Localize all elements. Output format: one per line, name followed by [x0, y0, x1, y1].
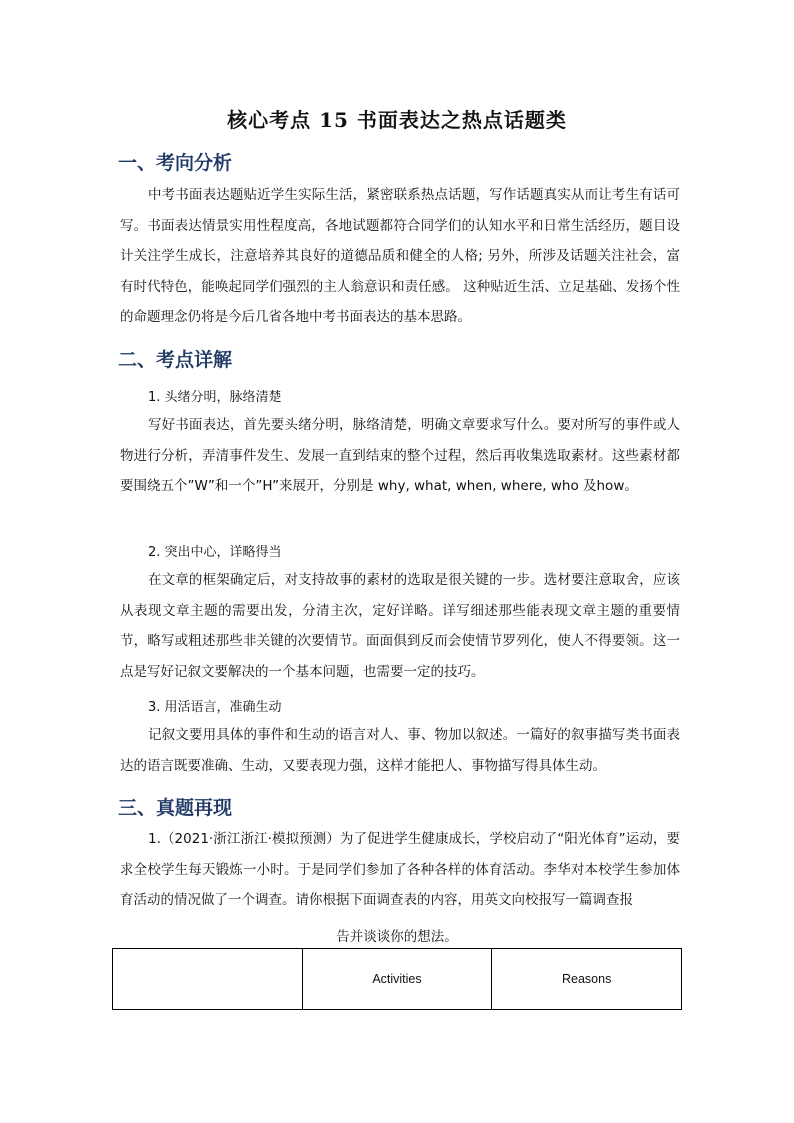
point-2-paragraph: 在文章的框架确定后，对支持故事的素材的选取是很关键的一步。选材要注意取舍，应该从表现文章主题的需要出发，分清主次，定好详略。详写细述那些能表现文章主题的重要情节，略写或粗述那些非关键的次要情节。面面俱到反而会使情节罗列化，使人不得要领。这一点是写好记叙文要解决的一个基本问题，也需要一定的技巧。: [120, 572, 680, 680]
point-3-paragraph: 记叙文要用具体的事件和生动的语言对人、事、物加以叙述。一篇好的叙事描写类书面表达的语言既要准确、生动，又要表现力强，这样才能把人、事物描写得具体生动。: [120, 727, 680, 774]
exam-question-paragraph: 1.（2021·浙江浙江·模拟预测）为了促进学生健康成长，学校启动了“阳光体育”运动，要求全校学生每天锻炼一小时。于是同学们参加了各种各样的体育活动。李华对本校学生参加体育活动的情况做了一个调查。请你根据下面调查表的内容，用英文向校报写一篇调查报: [120, 831, 680, 909]
analysis-paragraph: 中考书面表达题贴近学生实际生活，紧密联系热点话题，写作话题真实从而让考生有话可写。书面表达情景实用性程度高，各地试题都符合同学们的认知水平和日常生活经历，题目设计关注学生成长，注意培养其良好的道德品质和健全的人格; 另外，所涉及话题关注社会，富有时代特色，能唤起同学们强烈的主人翁意识和责任感。 这种贴近生活、立足基础、发扬个性的命题理念仍将是今后几省各地中考书面表达的基本思路。: [120, 187, 680, 326]
table-header-row: [113, 949, 682, 1010]
table-header-cell-blank: [113, 949, 303, 1010]
table-header-activities: Activities: [302, 949, 492, 1010]
survey-table: [112, 948, 682, 1010]
point-3-label: 3. 用活语言，准确生动: [148, 700, 282, 715]
point-2-label: 2. 突出中心，详略得当: [148, 545, 282, 560]
point-1-paragraph: 写好书面表达，首先要头绪分明，脉络清楚，明确文章要求写什么。要对所写的事件或人物进行分析，弄清事件发生、发展一直到结束的整个过程，然后再收集选取素材。这些素材都要围绕五个”W”和一个”H”来展开，分别是 why, what, when, where, who 及how。: [120, 417, 680, 495]
table-header-reasons: Reasons: [492, 949, 682, 1010]
section-heading-details: 二、考点详解: [118, 349, 233, 371]
section-heading-exam: 三、真题再现: [118, 797, 233, 819]
page-title: 核心考点 15 书面表达之热点话题类: [227, 108, 567, 132]
section-heading-analysis: 一、考向分析: [118, 152, 233, 174]
point-1-label: 1. 头绪分明，脉络清楚: [148, 390, 282, 405]
exam-question-ending: 告并谈谈你的想法。: [336, 929, 458, 945]
